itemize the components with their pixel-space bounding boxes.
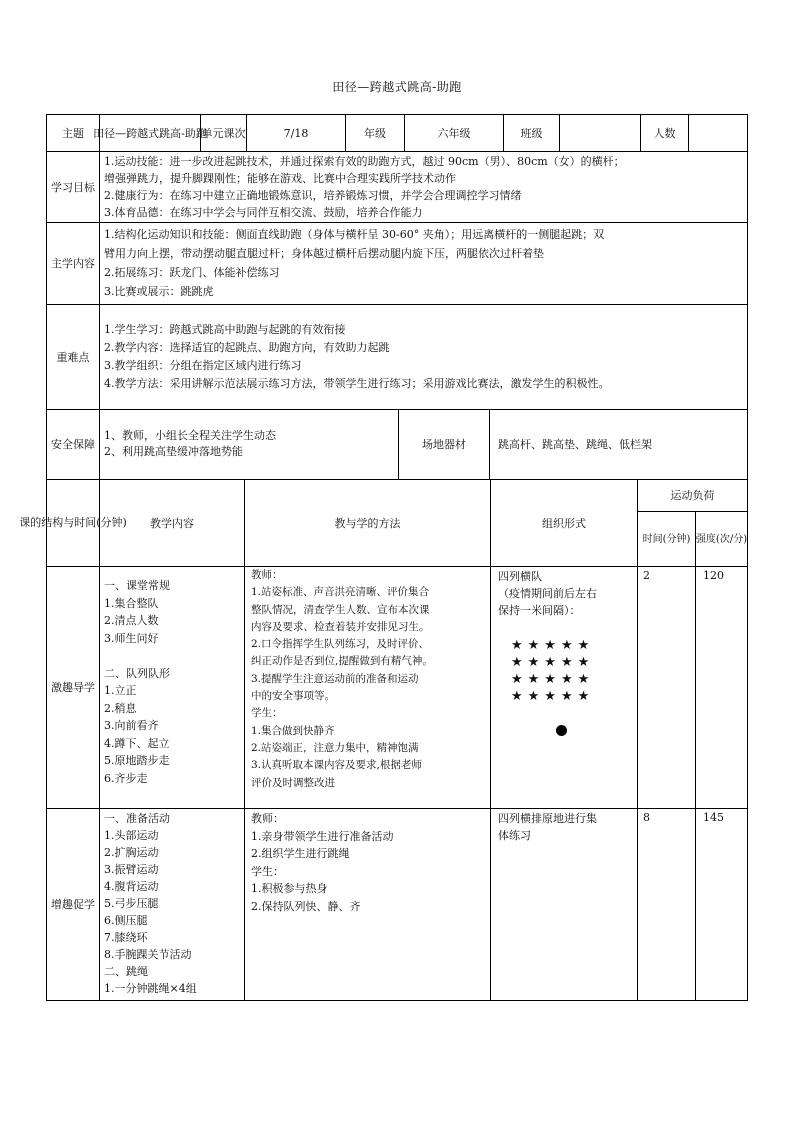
page-title: 田径—跨越式跳高-助跑: [332, 80, 462, 94]
safety-line: 1、教师，小组长全程关注学生动态: [104, 429, 276, 442]
class-label: 班级: [520, 126, 543, 140]
safety-label-line: 安全: [51, 438, 73, 451]
content-line: 臂用力向上摆，带动摆动腿直腿过杆；身体越过横杆后摆动腿内旋下压，两腿依次过杆着垫: [104, 247, 544, 260]
theme-value: [93, 115, 207, 151]
content-item: 6.齐步走: [104, 771, 148, 785]
keypoint-line: 2.教学内容：选择适宜的起跳点、助跑方向，有效助力起跳: [104, 341, 390, 354]
structure-header: [19, 480, 127, 566]
intensity-header-line: (次/分): [715, 533, 748, 545]
method-line: 2.组织学生进行跳绳: [251, 847, 350, 860]
phase-2-time: 8: [643, 811, 650, 824]
load-header: 运动负荷: [670, 489, 715, 502]
safety-label-line: 保障: [73, 438, 95, 451]
objectives-label: [47, 152, 99, 222]
phase-1-intensity: 120: [703, 569, 724, 582]
keypoints-label-line: 重难: [56, 350, 79, 364]
unit-label-line: 课次: [223, 126, 246, 140]
star-row: ★★★★★: [511, 689, 595, 704]
content-item: 4.腹背运动: [104, 880, 159, 893]
content-line: 3.比赛或展示：跳跳虎: [104, 285, 214, 298]
objective-line: 3.体育品德：在练习中学会与同伴互相交流、鼓励，培养合作能力: [104, 206, 423, 219]
theme-value-line: 田径—跨越式: [93, 126, 160, 140]
class-value: [560, 115, 640, 151]
count-label: 人数: [653, 126, 676, 140]
content-item: 一、准备活动: [104, 812, 170, 825]
intensity-header-line: 强度: [695, 533, 716, 545]
content-text: [104, 225, 746, 303]
venue-label: 场地器材: [422, 438, 466, 451]
objectives-text: [104, 153, 746, 221]
time-header: [638, 512, 695, 566]
phase-label-line: 促学: [73, 898, 95, 911]
unit-label-line: 单元: [201, 126, 224, 140]
content-item: 2.稍息: [104, 701, 137, 715]
methods-header: 教与学的方法: [334, 516, 401, 530]
keypoints-label: [47, 305, 99, 409]
phase-label-line: 激趣: [51, 681, 73, 694]
grade-label: 年级: [364, 126, 386, 140]
org-line: （疫情期间前后左右: [498, 587, 597, 600]
method-line: 内容及要求、检查着装并安排见习生。: [251, 620, 430, 633]
method-line: 中的安全事项等。: [251, 690, 335, 703]
safety-text: [104, 428, 396, 468]
phase-2-organization: [498, 810, 636, 850]
org-line: 四列横排原地进行集: [498, 812, 597, 825]
keypoint-line: 3.教学组织：分组在指定区域内进行练习: [104, 359, 302, 372]
objectives-label-line: 学习: [51, 180, 73, 194]
star-row: ★★★★★: [511, 655, 595, 670]
teacher-position-dot: [556, 725, 567, 736]
star-row: ★★★★★: [511, 672, 595, 687]
structure-header-line: 结构: [41, 516, 64, 529]
star-row: ★★★★★: [511, 638, 595, 653]
content-label-line: 内容: [73, 257, 95, 270]
content-item: 2.扩胸运动: [104, 846, 159, 859]
theme-value-line: 跳高-助跑: [159, 126, 207, 140]
method-line: 1.集合做到快静齐: [251, 724, 335, 737]
content-item: 7.膝绕环: [104, 931, 148, 944]
theme-label: 主题: [62, 126, 84, 140]
org-line: 四列横队: [498, 570, 542, 583]
keypoints-label-line: 点: [78, 350, 90, 364]
safety-line: 2、利用跳高垫缓冲落地势能: [104, 445, 243, 458]
method-line: 3.提醒学生注意运动前的准备和运动: [251, 672, 419, 685]
content-label-line: 主学: [51, 257, 73, 270]
content-item: [104, 647, 242, 665]
time-header-line: 时间: [642, 533, 663, 545]
objective-line: 1.运动技能：进一步改进起跳技术，并通过探索有效的助跑方式，越过 90cm（男）、80cm（女）的横杆；: [104, 155, 625, 168]
unit-value: 7/18: [283, 126, 309, 140]
method-line: 3.认真听取本课内容及要求,根据老师: [251, 759, 422, 772]
phase-1-content: [104, 577, 242, 805]
keypoints-text: [104, 321, 746, 401]
method-line: 教师：: [251, 569, 283, 581]
method-line: 学生：: [251, 864, 284, 878]
phase-1-label: [47, 567, 99, 808]
organization-header: 组织形式: [542, 516, 586, 530]
count-value: [689, 115, 747, 151]
structure-header-line: 与时: [63, 516, 86, 529]
phase-1-organization: [498, 568, 636, 628]
time-header-line: (分钟): [662, 533, 691, 545]
grade-value: 六年级: [437, 126, 471, 140]
formation-stars: [511, 637, 594, 705]
keypoint-line: 1.学生学习：跨越式跳高中助跑与起跳的有效衔接: [104, 323, 346, 336]
intensity-header: [696, 512, 747, 566]
content-label: [47, 223, 99, 304]
content-item: 8.手腕踝关节活动: [104, 948, 192, 961]
phase-2-content: [104, 810, 242, 1000]
content-item: 二、队列队形: [104, 666, 170, 680]
content-item: 2.清点人数: [104, 614, 159, 627]
method-line: 2.口令指挥学生队列练习，及时评价、: [251, 638, 430, 651]
content-item: 6.侧压腿: [104, 914, 148, 927]
content-line: 2.拓展练习：跃龙门、体能补偿练习: [104, 266, 280, 279]
method-line: 纠正动作是否到位,提醒做到有精气神。: [251, 655, 433, 668]
teaching-content-header: 教学内容: [150, 516, 194, 530]
phase-label-line: 增趣: [51, 898, 73, 911]
objective-line: 2.健康行为：在练习中建立正确地锻炼意识，培养锻炼习惯，并学会合理调控学习情绪: [104, 189, 522, 202]
org-line: 体练习: [498, 829, 531, 842]
content-item: 4.蹲下、起立: [104, 736, 170, 750]
content-item: 1.一分钟跳绳×4组: [104, 982, 197, 995]
content-item: 1.头部运动: [104, 829, 159, 842]
venue-value: 跳高杆、跳高垫、跳绳、低栏架: [498, 438, 652, 451]
content-line: 1.结构化运动知识和技能：侧面直线助跑（身体与横杆呈 30-60° 夹角）；用远离横杆的一侧腿起跳；双: [104, 228, 605, 241]
keypoint-line: 4.教学方法：采用讲解示范法展示练习方法，带领学生进行练习；采用游戏比赛法，激发学生的积极性。: [104, 377, 610, 390]
method-line: 2.保持队列快、静、齐: [251, 899, 361, 913]
org-line: 保持一米间隔）：: [498, 604, 581, 617]
unit-label: [201, 115, 246, 151]
structure-header-line: 间(分: [85, 516, 112, 529]
method-line: 整队情况，清查学生人数、宣布本次课: [251, 603, 430, 616]
safety-label: [47, 410, 99, 479]
content-item: 1.集合整队: [104, 596, 159, 610]
phase-label-line: 导学: [73, 681, 95, 694]
method-line: 2.站姿端正，注意力集中，精神饱满: [251, 741, 419, 754]
content-item: 3.向前看齐: [104, 719, 159, 732]
phase-2-intensity: 145: [703, 811, 724, 824]
method-line: 教师：: [251, 812, 284, 825]
method-line: 学生：: [251, 707, 283, 720]
content-item: 5.原地踏步走: [104, 754, 170, 767]
content-item: 一、课堂常规: [104, 579, 170, 592]
phase-1-methods: [251, 567, 489, 807]
method-line: 评价及时调整改进: [251, 776, 335, 789]
method-line: 1.积极参与热身: [251, 882, 328, 895]
structure-header-line: 课的: [19, 516, 42, 529]
content-item: 1.立正: [104, 684, 137, 697]
phase-1-time: 2: [643, 569, 650, 582]
content-item: 二、跳绳: [104, 965, 148, 978]
method-line: 1.亲身带领学生进行准备活动: [251, 829, 394, 843]
content-item: 5.弓步压腿: [104, 897, 159, 910]
phase-2-methods: [251, 810, 489, 920]
objectives-label-line: 目标: [73, 180, 95, 194]
content-item: 3.振臂运动: [104, 863, 159, 876]
structure-header-line: 钟): [111, 516, 127, 529]
content-item: 3.师生问好: [104, 631, 159, 645]
phase-2-label: [47, 809, 99, 1000]
objective-line: 增强弹跳力，提升脚踝刚性；能够在游戏、比赛中合理实践所学技术动作: [104, 172, 456, 185]
method-line: 1.站姿标准、声音洪亮清晰、评价集合: [251, 586, 430, 599]
